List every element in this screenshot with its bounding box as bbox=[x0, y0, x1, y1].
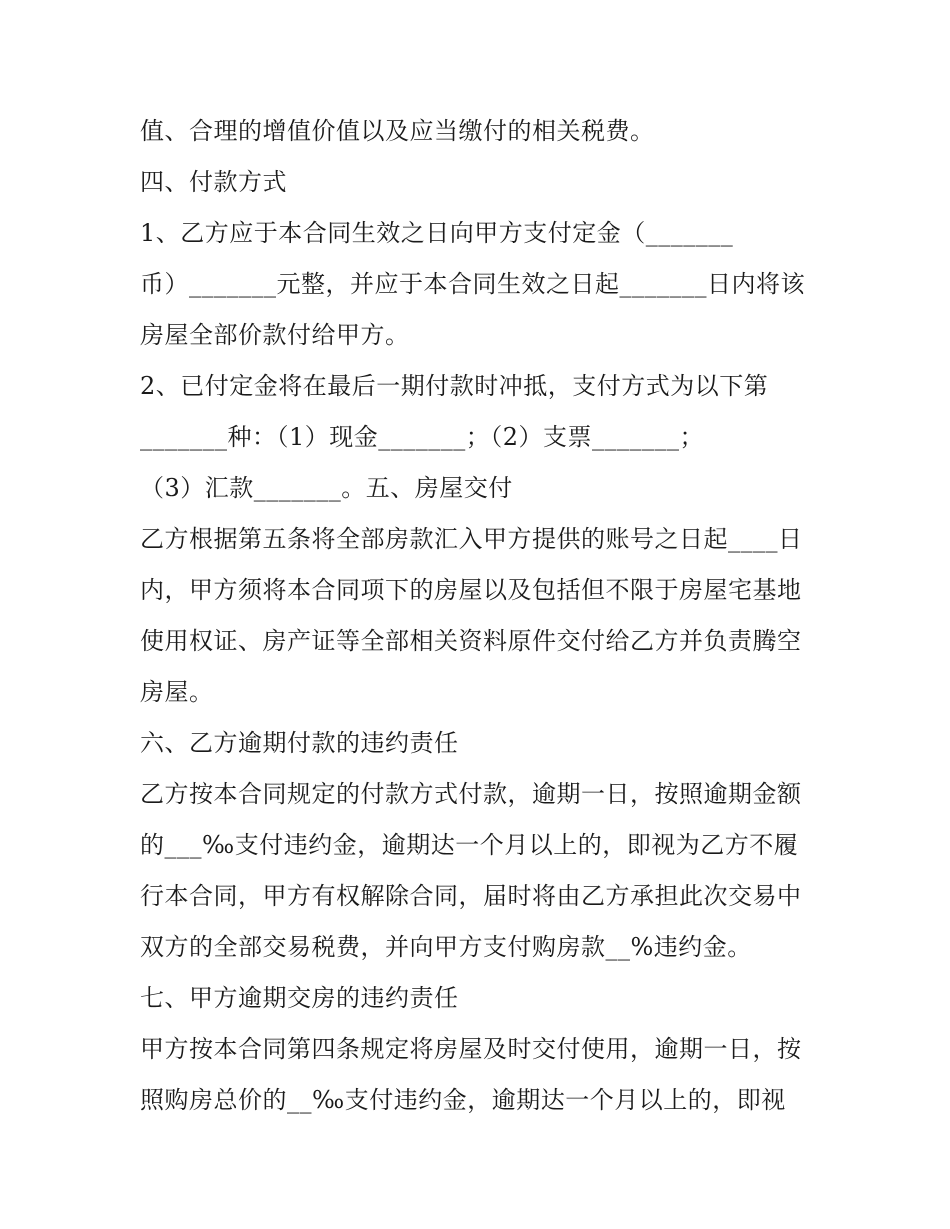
text-line: 甲方按本合同第四条规定将房屋及时交付使用，逾期一日，按 bbox=[140, 1035, 802, 1063]
text-line: （3）汇款_______。五、房屋交付 bbox=[140, 474, 513, 502]
section-heading-seller-breach: 七、甲方逾期交房的违约责任 bbox=[140, 984, 459, 1012]
text-line: 乙方按本合同规定的付款方式付款，逾期一日，按照逾期金额 bbox=[140, 780, 802, 808]
section-heading-payment: 四、付款方式 bbox=[140, 168, 287, 196]
text-line: 2、已付定金将在最后一期付款时冲抵，支付方式为以下第 bbox=[140, 372, 769, 400]
text-line: 的___‰支付违约金，逾期达一个月以上的，即视为乙方不履 bbox=[140, 831, 799, 859]
text-line: 币）_______元整，并应于本合同生效之日起_______日内将该 bbox=[140, 270, 805, 298]
text-line: 双方的全部交易税费，并向甲方支付购房款__%违约金。 bbox=[140, 933, 752, 961]
text-line: 行本合同，甲方有权解除合同，届时将由乙方承担此次交易中 bbox=[140, 882, 802, 910]
text-line: 房屋。 bbox=[140, 678, 214, 706]
text-line: 内，甲方须将本合同项下的房屋以及包括但不限于房屋宅基地 bbox=[140, 576, 802, 604]
text-line: _______种：（1）现金_______；（2）支票_______； bbox=[140, 423, 705, 451]
text-line: 1、乙方应于本合同生效之日向甲方支付定金（_______ bbox=[140, 219, 734, 247]
text-line: 照购房总价的__‰支付违约金，逾期达一个月以上的，即视 bbox=[140, 1086, 786, 1114]
contract-text-body bbox=[140, 106, 820, 1126]
text-line: 乙方根据第五条将全部房款汇入甲方提供的账号之日起____日 bbox=[140, 525, 803, 553]
section-heading-buyer-breach: 六、乙方逾期付款的违约责任 bbox=[140, 729, 459, 757]
text-line: 使用权证、房产证等全部相关资料原件交付给乙方并负责腾空 bbox=[140, 627, 802, 655]
text-line: 房屋全部价款付给甲方。 bbox=[140, 321, 410, 349]
text-line: 值、合理的增值价值以及应当缴付的相关税费。 bbox=[140, 117, 655, 145]
